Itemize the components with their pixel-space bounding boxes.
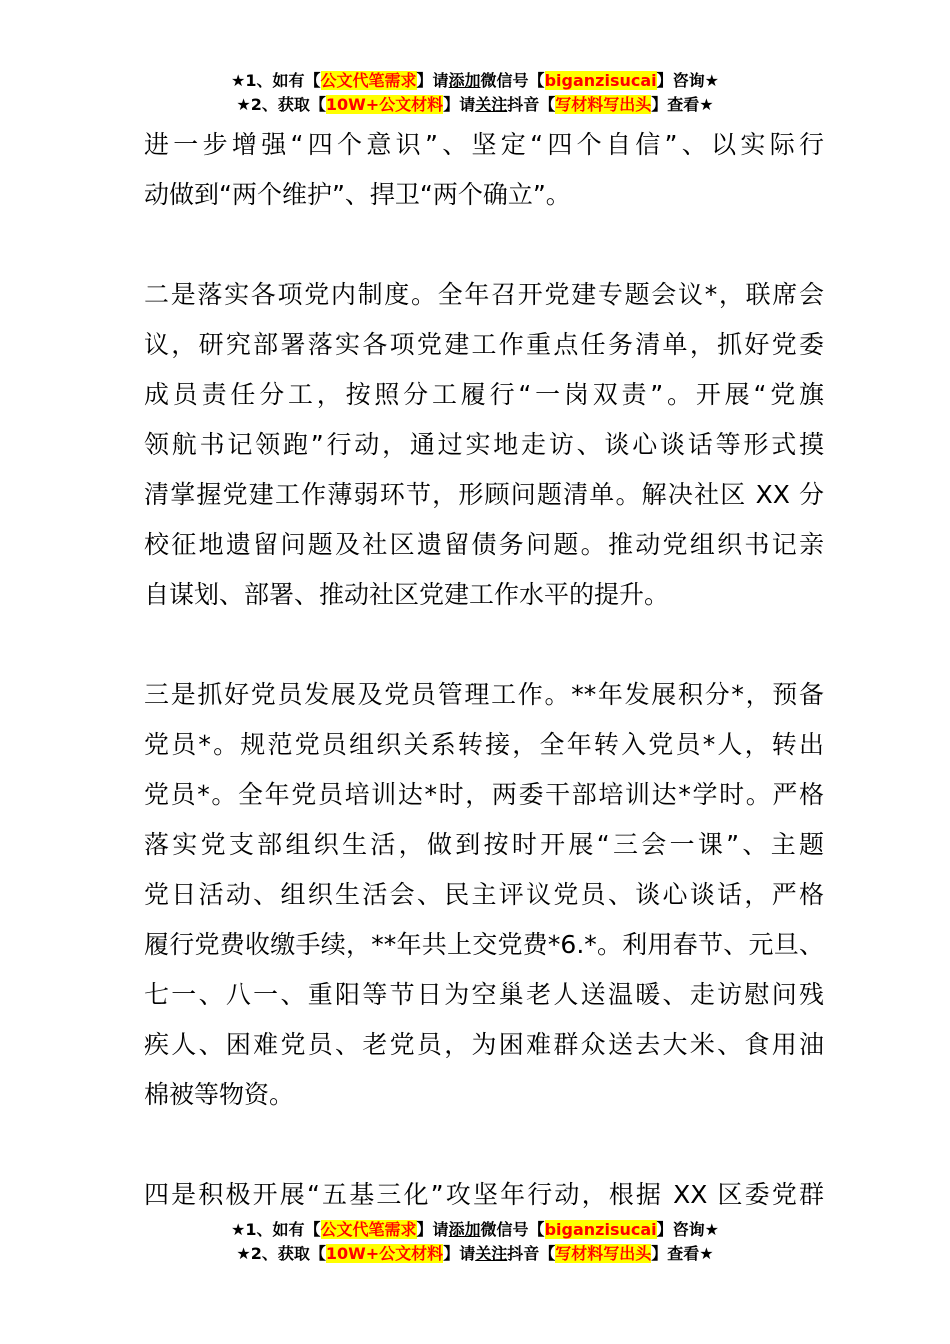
text-line: 党员*。规范党员组织关系转接，全年转入党员*人，转出: [144, 730, 824, 759]
text-line: 议，研究部署落实各项党建工作重点任务清单，抓好党委: [144, 330, 824, 359]
text-line: 领航书记领跑”行动，通过实地走访、谈心谈话等形式摸: [144, 430, 824, 459]
text-line: 二是落实各项党内制度。全年召开党建专题会议*，联席会: [144, 280, 824, 309]
text-line: 七一、八一、重阳等节日为空巢老人送温暖、走访慰问残: [144, 980, 824, 1009]
text-line: 三是抓好党员发展及党员管理工作。**年发展积分*，预备: [144, 680, 824, 709]
text-line: 四是积极开展“五基三化”攻坚年行动，根据 XX 区委党群: [144, 1180, 824, 1209]
header-banner: [0, 69, 950, 117]
banner-line-1: ★1、如有【公文代笔需求】请添加微信号【biganzisucai】咨询★: [231, 1220, 719, 1239]
text-line: 自谋划、部署、推动社区党建工作水平的提升。: [144, 580, 670, 609]
paragraph-party-systems: [144, 270, 824, 620]
text-line: 校征地遗留问题及社区遗留债务问题。推动党组织书记亲: [144, 530, 824, 559]
paragraph-member-management: [144, 670, 824, 1120]
paragraph-continuation: [144, 120, 824, 220]
footer-banner: [0, 1218, 950, 1266]
paragraph-five-bases: [144, 1170, 824, 1220]
text-line: 成员责任分工，按照分工履行“一岗双责”。开展“党旗: [144, 380, 824, 409]
text-line: 落实党支部组织生活，做到按时开展“三会一课”、主题: [144, 830, 824, 859]
text-line: 动做到“两个维护”、捍卫“两个确立”。: [144, 180, 571, 209]
banner-line-1: ★1、如有【公文代笔需求】请添加微信号【biganzisucai】咨询★: [231, 71, 719, 90]
text-line: 党日活动、组织生活会、民主评议党员、谈心谈话，严格: [144, 880, 824, 909]
text-line: 进一步增强“四个意识”、坚定“四个自信”、以实际行: [144, 130, 824, 159]
banner-line-2: ★2、获取【10W+公文材料】请关注抖音【写材料写出头】查看★: [236, 1244, 714, 1263]
text-line: 党员*。全年党员培训达*时，两委干部培训达*学时。严格: [144, 780, 824, 809]
text-line: 清掌握党建工作薄弱环节，形顾问题清单。解决社区 XX 分: [144, 480, 824, 509]
text-line: 履行党费收缴手续，**年共上交党费*6.*。利用春节、元旦、: [144, 930, 824, 959]
banner-line-2: ★2、获取【10W+公文材料】请关注抖音【写材料写出头】查看★: [236, 95, 714, 114]
document-body: [144, 120, 824, 1220]
text-line: 棉被等物资。: [144, 1080, 295, 1109]
text-line: 疾人、困难党员、老党员，为困难群众送去大米、食用油: [144, 1030, 824, 1059]
